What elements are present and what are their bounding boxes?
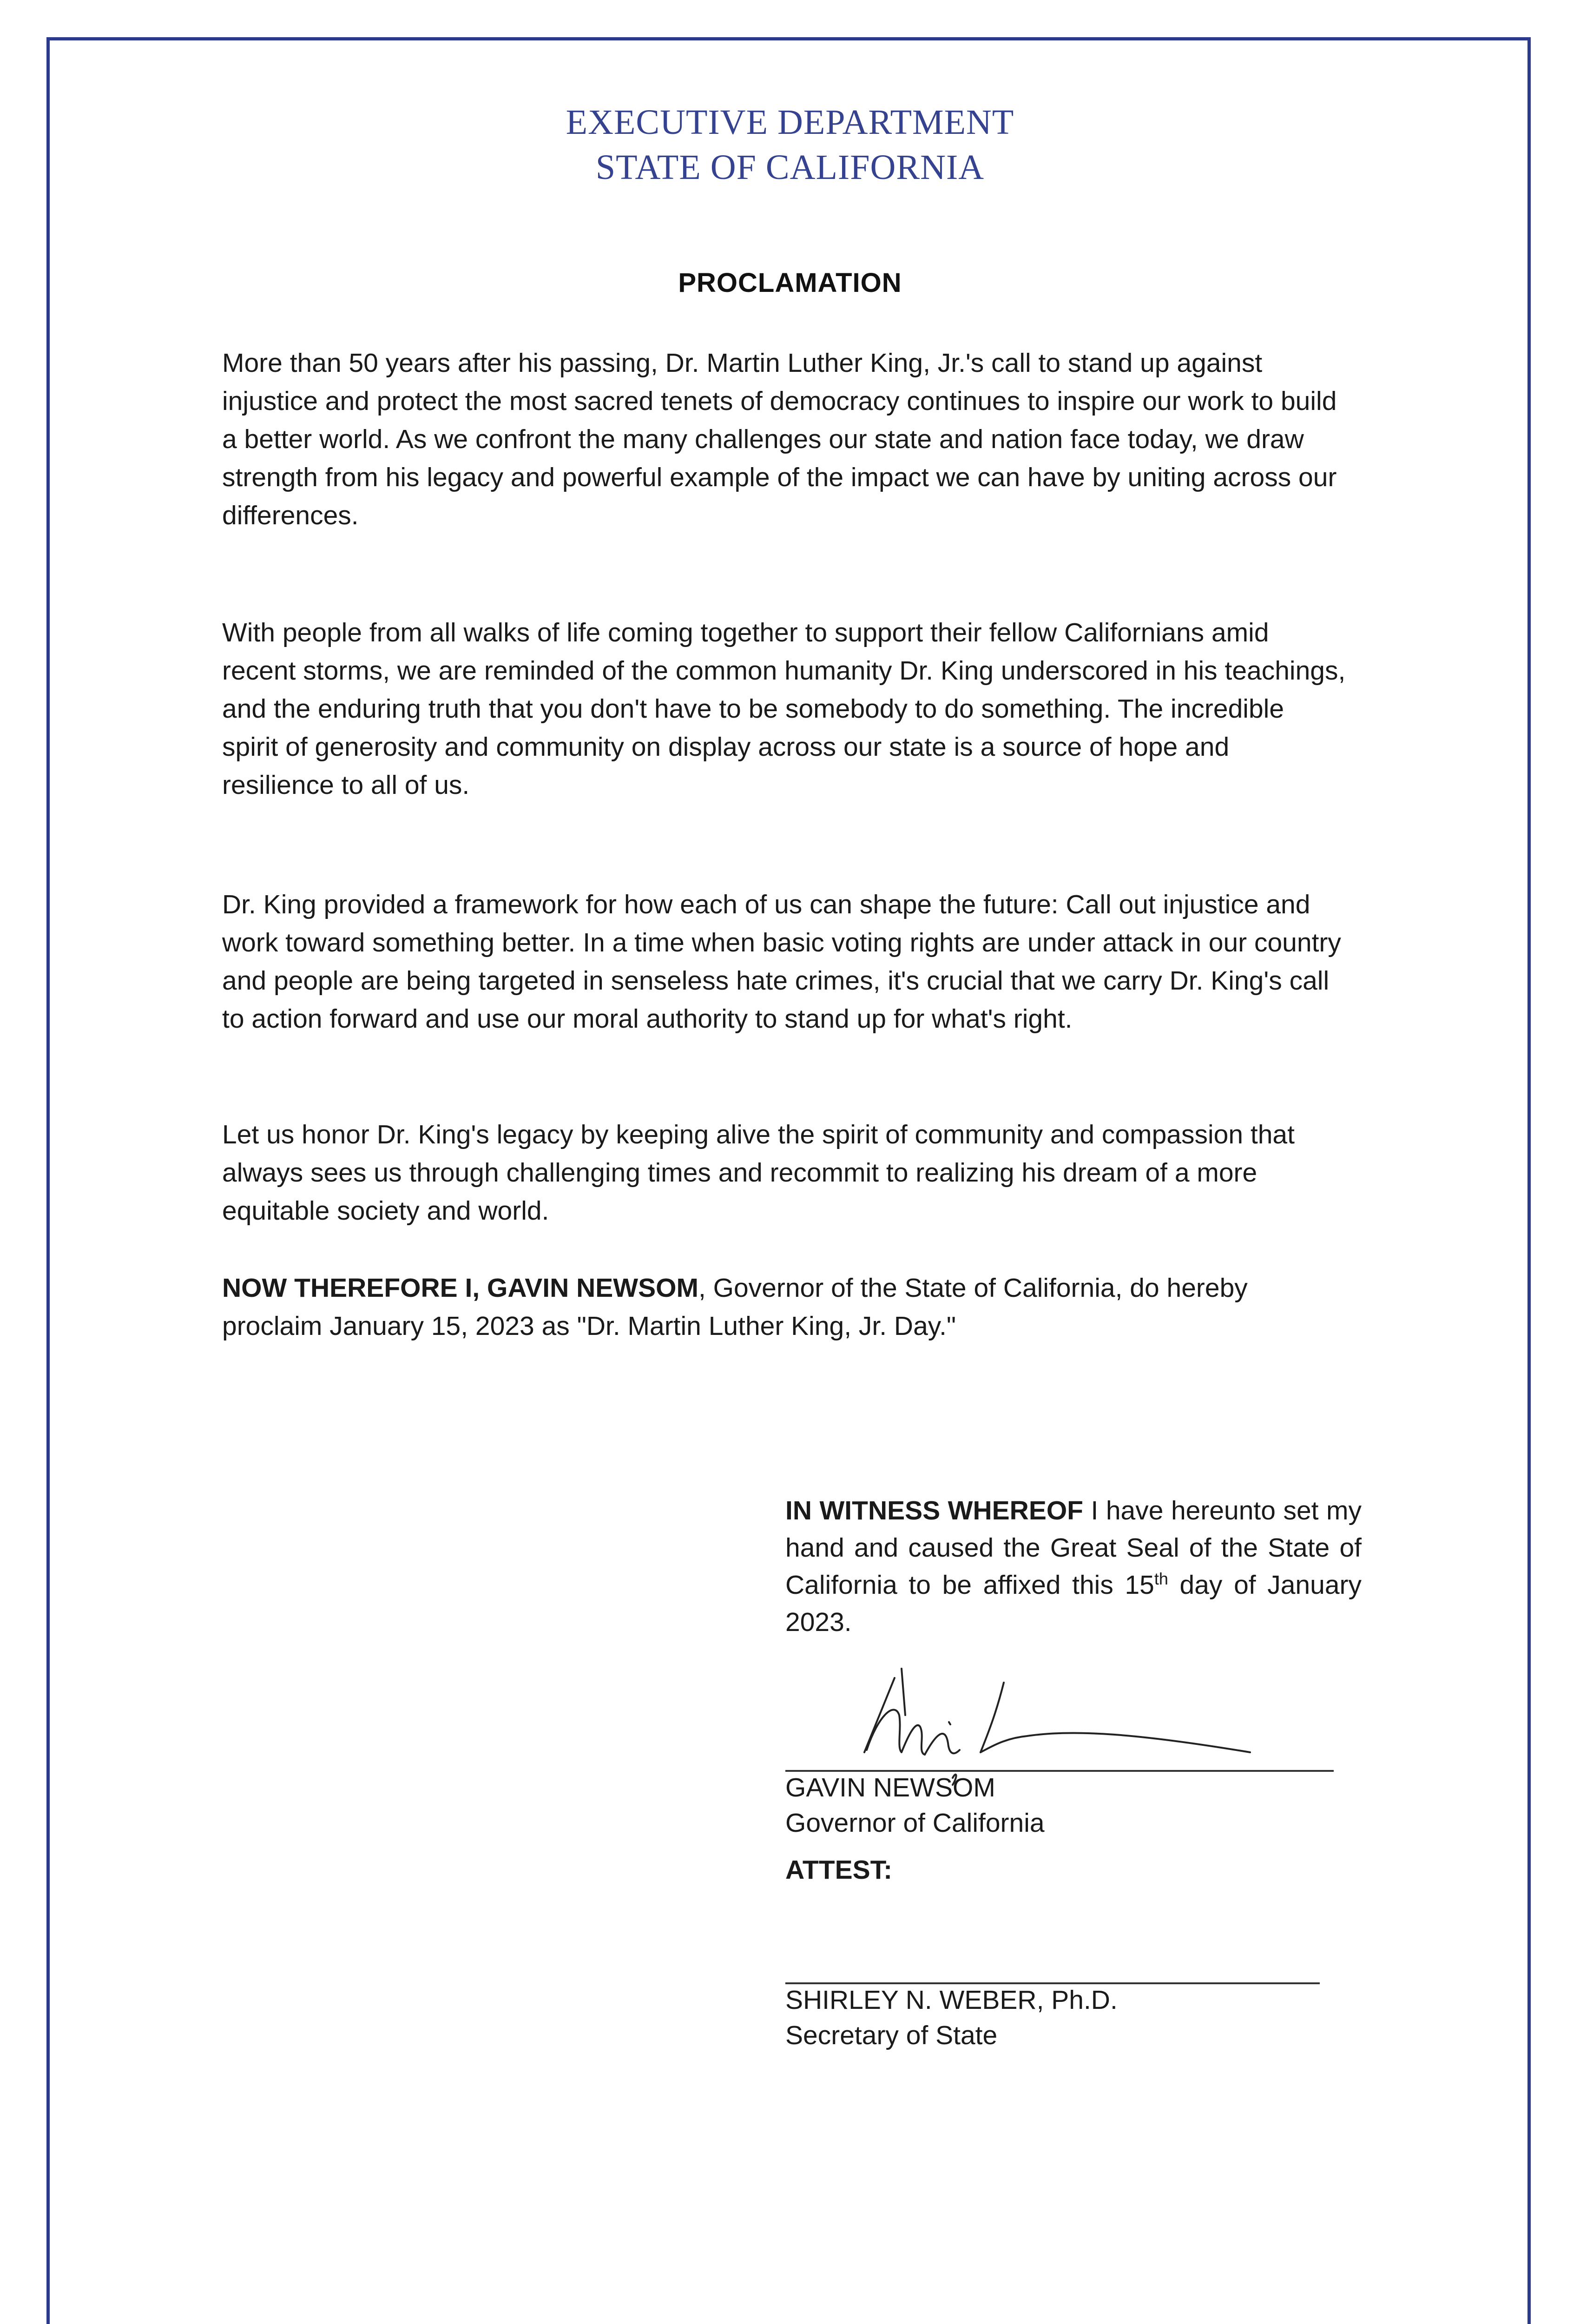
document-header: [0, 100, 1580, 191]
paragraph-3: [222, 885, 1347, 1038]
paragraph-4-text: Let us honor Dr. King's legacy by keeping alive the spirit of community and compassion that always sees us through challenging times and recommit to realizing his dream of a more equitable society and world.: [222, 1120, 1295, 1226]
secretary-block: [785, 1982, 1118, 2053]
witness-text-before: I have hereunto set my hand and caused the Great Seal of the State of California to be affixed this 15: [785, 1496, 1362, 1600]
witness-text-after: day of January 2023.: [785, 1570, 1362, 1637]
governor-title: Governor of California: [785, 1808, 1045, 1838]
paragraph-1-text: More than 50 years after his passing, Dr. Martin Luther King, Jr.'s call to stand up against injustice and protect the most sacred tenets of democracy continues to inspire our work to build a better world. As we confront the many challenges our state and nation face today, we draw strength from his legacy and powerful example of the impact we can have by uniting across our differences.: [222, 348, 1337, 530]
paragraph-1: [222, 344, 1347, 535]
paragraph-2: [222, 614, 1347, 804]
secretary-name: SHIRLEY N. WEBER, Ph.D.: [785, 1985, 1118, 2015]
secretary-title: Secretary of State: [785, 2020, 998, 2050]
paragraph-4: [222, 1116, 1347, 1230]
closing-bold-lead: NOW THEREFORE I, GAVIN NEWSOM: [222, 1273, 698, 1303]
closing-rest: , Governor of the State of California, do hereby proclaim January 15, 2023 as "Dr. Martin Luther King, Jr. Day.": [222, 1273, 1248, 1341]
proclamation-title: PROCLAMATION: [678, 268, 902, 298]
header-state-of-california: STATE OF CALIFORNIA: [595, 148, 985, 187]
attest-label: ATTEST:: [785, 1855, 893, 1885]
governor-block: [785, 1770, 1045, 1841]
closing-text: [222, 1269, 1347, 1345]
paragraph-3-text: Dr. King provided a framework for how each of us can shape the future: Call out injustice and work toward something better. In a time when basic voting rights are under attack in our country and people are being targeted in senseless hate crimes, it's crucial that we carry Dr. King's call to action forward and use our moral authority to stand up for what's right.: [222, 890, 1341, 1034]
witness-clause: [785, 1492, 1362, 1641]
proclamation-closing: [222, 1269, 1347, 1345]
paragraph-2-text: With people from all walks of life coming together to support their fellow Californians amid recent storms, we are reminded of the common humanity Dr. King underscored in his teachings, and the enduring truth that you don't have to be somebody to do something. The incredible spirit of generosity and community on display across our state is a source of hope and resilience to all of us.: [222, 618, 1346, 800]
header-executive-department: EXECUTIVE DEPARTMENT: [566, 103, 1014, 142]
governor-name: GAVIN NEWSOM: [785, 1773, 995, 1802]
witness-ordinal-suffix: th: [1154, 1569, 1168, 1588]
witness-bold-lead: IN WITNESS WHEREOF: [785, 1496, 1083, 1525]
